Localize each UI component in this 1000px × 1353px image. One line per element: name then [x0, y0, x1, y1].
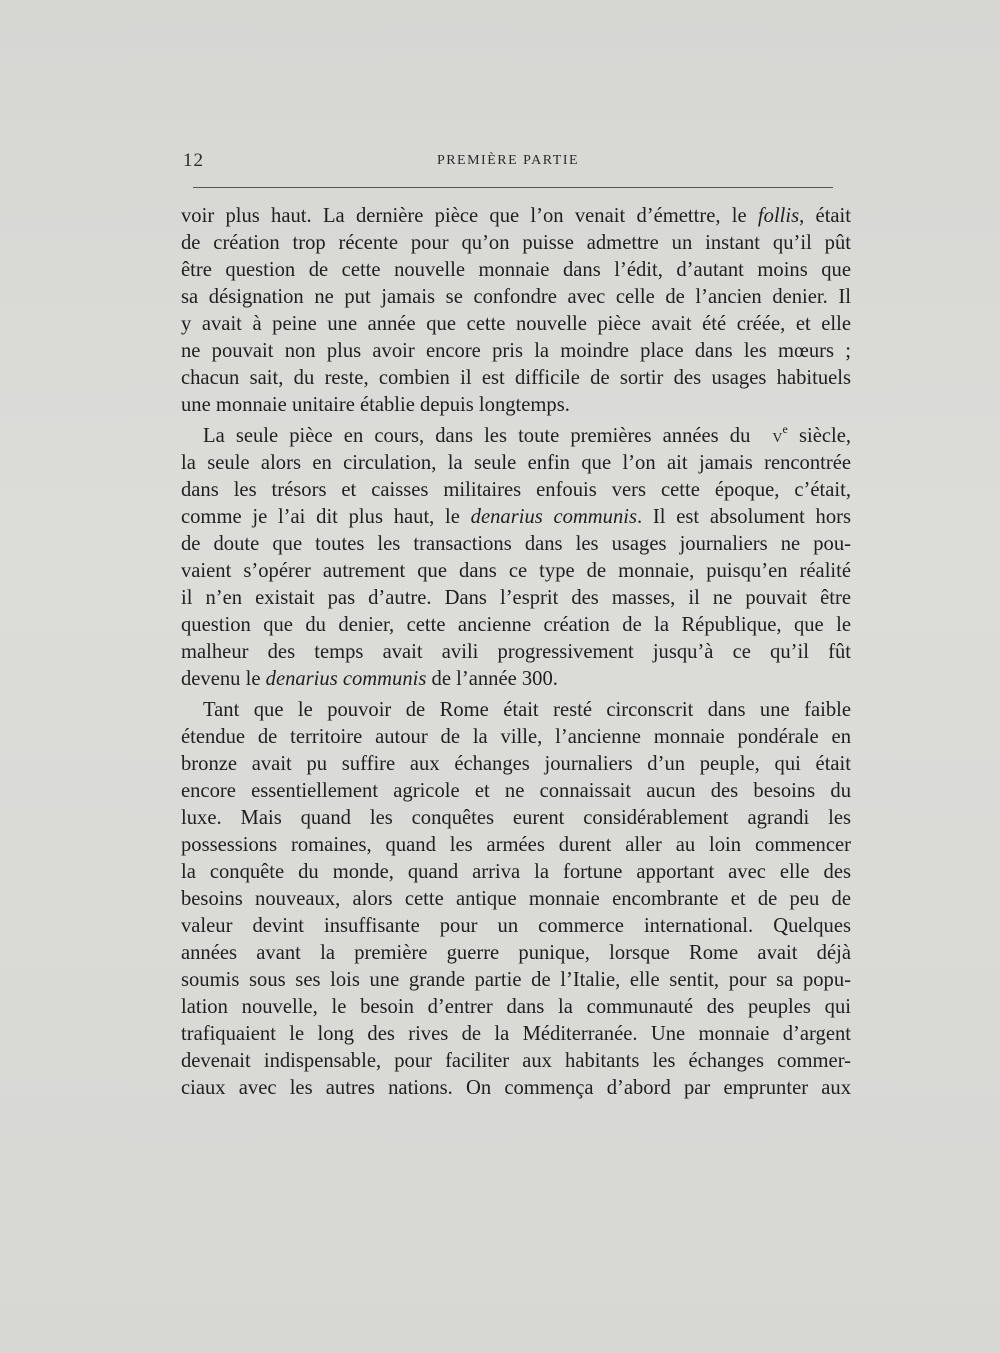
- paragraph-2: [181, 423, 851, 693]
- text-line: trafiquaient le long des rives de la Méditerranée. Une monnaie d’argent: [181, 1023, 851, 1045]
- text-line: être question de cette nouvelle monnaie dans l’édit, d’autant moins que: [181, 259, 851, 281]
- text-line: sa désignation ne put jamais se confondre avec celle de l’ancien denier. Il: [181, 286, 851, 308]
- text-line: valeur devint insuffisante pour un commerce international. Quelques: [181, 915, 851, 937]
- text-line: la conquête du monde, quand arriva la fortune apportant avec elle des: [181, 861, 851, 883]
- section-title: PREMIÈRE PARTIE: [436, 153, 580, 168]
- text-line: besoins nouveaux, alors cette antique monnaie encombrante et de peu de: [181, 888, 851, 910]
- text-line: étendue de territoire autour de la ville, l’ancienne monnaie pondérale en: [181, 726, 851, 748]
- text-line: années avant la première guerre punique, lorsque Rome avait déjà: [181, 942, 851, 964]
- text-line: vaient s’opérer autrement que dans ce type de monnaie, puisqu’en réalité: [181, 560, 851, 582]
- text-line: de doute que toutes les transactions dans les usages journaliers ne pou-: [181, 533, 851, 555]
- text-line: voir plus haut. La dernière pièce que l’on venait d’émettre, le follis, était: [181, 205, 851, 227]
- text-line: encore essentiellement agricole et ne connaissait aucun des besoins du: [181, 780, 851, 802]
- text-line: luxe. Mais quand les conquêtes eurent considérablement agrandi les: [181, 807, 851, 829]
- text-line: devenait indispensable, pour faciliter aux habitants les échanges commer-: [181, 1050, 851, 1072]
- text-line: malheur des temps avait avili progressivement jusqu’à ce qu’il fût: [181, 641, 851, 663]
- text-line: soumis sous ses lois une grande partie de l’Italie, elle sentit, pour sa popu-: [181, 969, 851, 991]
- paragraph-1: [181, 203, 851, 419]
- text-line: de création trop récente pour qu’on puisse admettre un instant qu’il pût: [181, 232, 851, 254]
- text-line: question que du denier, cette ancienne création de la République, que le: [181, 614, 851, 636]
- text-line: bronze avait pu suffire aux échanges journaliers d’un peuple, qui était: [181, 753, 851, 775]
- running-head: [183, 150, 833, 174]
- text-line: la seule alors en circulation, la seule enfin que l’on ait jamais rencontrée: [181, 452, 851, 474]
- text-line: Tant que le pouvoir de Rome était resté circonscrit dans une faible: [203, 699, 851, 721]
- text-line: ne pouvait non plus avoir encore pris la moindre place dans les mœurs ;: [181, 340, 851, 362]
- body-text: [181, 203, 851, 1102]
- text-line: ciaux avec les autres nations. On commença d’abord par emprunter aux: [181, 1077, 851, 1099]
- text-line: il n’en existait pas d’autre. Dans l’esprit des masses, il ne pouvait être: [181, 587, 851, 609]
- text-line: une monnaie unitaire établie depuis longtemps.: [181, 394, 570, 416]
- page-number: 12: [183, 150, 204, 171]
- text-line: devenu le denarius communis de l’année 300.: [181, 668, 558, 690]
- text-line: y avait à peine une année que cette nouvelle pièce avait été créée, et elle: [181, 313, 851, 335]
- text-line: lation nouvelle, le besoin d’entrer dans la communauté des peuples qui: [181, 996, 851, 1018]
- text-line: possessions romaines, quand les armées durent aller au loin commencer: [181, 834, 851, 856]
- header-rule: [193, 187, 833, 188]
- text-line: comme je l’ai dit plus haut, le denarius communis. Il est absolument hors: [181, 506, 852, 528]
- text-line: dans les trésors et caisses militaires enfouis vers cette époque, c’était,: [181, 479, 851, 501]
- text-line: chacun sait, du reste, combien il est difficile de sortir des usages habituels: [181, 367, 851, 389]
- text-line: La seule pièce en cours, dans les toute premières années du ɪv$^e$ siècle,: [203, 422, 851, 447]
- paragraph-3: [181, 697, 851, 1102]
